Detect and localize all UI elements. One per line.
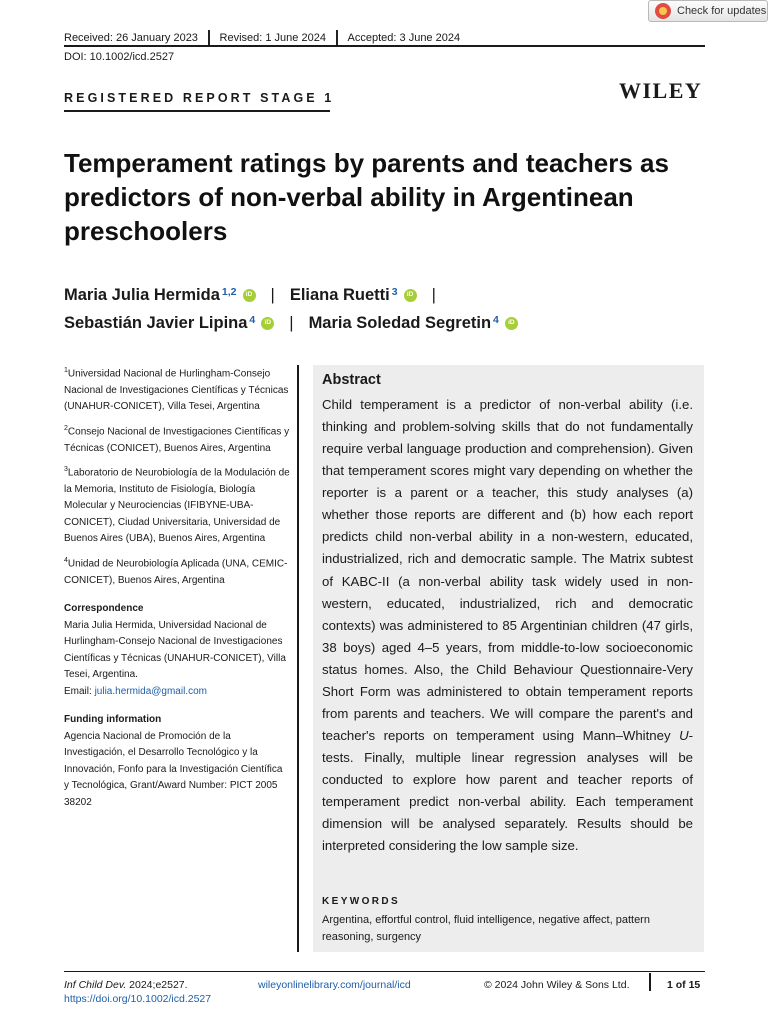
doi-link[interactable]: https://doi.org/10.1002/icd.2527 [64,993,212,1005]
funding-heading: Funding information [64,714,162,726]
header-rule [64,45,705,47]
keywords-list: Argentina, effortful control, fluid intelligence, negative affect, pattern reasoning, surgency [322,914,650,943]
article-title: Temperament ratings by parents and teachers as predictors of non-verbal ability in Argentinean preschoolers [64,148,669,246]
affiliation-number: 4 [64,556,68,564]
correspondence-text [64,618,290,701]
orcid-icon[interactable]: iD [261,317,274,330]
author-name[interactable]: Sebastián Javier Lipina [64,314,248,332]
copyright: © 2024 John Wiley & Sons Ltd. [484,979,630,991]
check-for-updates-button[interactable] [648,0,768,22]
correspondence-heading: Correspondence [64,603,144,615]
affiliation-number: 2 [64,424,68,432]
author-name[interactable]: Maria Soledad Segretin [308,314,492,332]
received-date: Received: 26 January 2023 [64,32,198,44]
orcid-icon[interactable]: iD [404,289,417,302]
keywords-heading: KEYWORDS [322,896,401,907]
abstract-heading: Abstract [322,372,381,388]
author-separator: | [289,314,294,332]
affiliation-text: Universidad Nacional de Hurlingham-Consejo Nacional de Investigaciones Científicas y Técnicas (UNAHUR-CONICET), Villa Tesei, Argentina [64,368,289,413]
abstract-text-part: Child temperament is a predictor of non-verbal ability (i.e. thinking and problem-solving skills that do not fundamentally require verbal language production and comprehension). Given that temperament scores might vary depending on whether the reporter is a parent or a teacher, this study analyses (a) whether those reports are different and (b) how each report predicts child non-verbal ability in a non-western, educated, industrialized, rich and democratic sample. The Matrix subtest of KABC-II (a non-verbal ability task widely used in non-western, educated, industrialized, rich and democratic contexts) was administered to 85 Argentinian children (47 girls, 38 boys) aged 4–5 years, from middle-to-low socioeconomic status homes. Also, the Child Behaviour Questionnaire-Very Short Form was administered to obtain temperament reports from parents and teachers. We will compare the parent's and teacher's reports on temperament using Mann–Whitney [322,397,693,743]
author-separator: | [431,286,436,304]
footer-rule [64,971,705,972]
author-name[interactable]: Maria Julia Hermida [64,286,220,304]
orcid-icon[interactable]: iD [505,317,518,330]
history-dates [64,30,460,46]
footer-divider [649,973,651,991]
author-affiliation-ref: 4 [249,314,256,326]
author-affiliation-ref: 4 [493,314,499,326]
citation-number: 2024;e2527. [126,979,188,991]
affiliation [64,553,290,589]
journal-name: Inf Child Dev. [64,979,127,991]
affiliation [64,421,290,457]
affiliation-number: 3 [64,466,68,474]
author-list [64,281,518,337]
affiliation-text: Consejo Nacional de Investigaciones Científicas y Técnicas (CONICET), Buenos Aires, Argentina [64,426,290,454]
column-divider [297,365,299,952]
affiliation [64,363,290,416]
author-affiliation-ref: 1,2 [221,286,237,298]
author-affiliation-ref: 3 [391,286,398,298]
funding-text: Agencia Nacional de Promoción de la Investigación, el Desarrollo Tecnológico y la Innovación, Fonfo para la Investigación Científica y Tecnológica, Grant/Award Number: PICT 2005 38202 [64,730,283,808]
abstract-italic-u: U [679,727,689,743]
crossmark-icon [655,3,671,19]
orcid-icon[interactable]: iD [243,289,256,302]
revised-date: Revised: 1 June 2024 [219,32,326,44]
journal-citation [64,979,188,991]
abstract-text-part: -tests. Finally, multiple linear regression analyses will be conducted to explore how parent and teacher reports of temperament predict non-verbal ability. Each temperament dimension will be analysed separately. Results should be interpreted considering the low sample size. [322,727,693,854]
page-number: 1 of 15 [667,979,701,991]
journal-website-link[interactable]: wileyonlinelibrary.com/journal/icd [258,979,411,991]
report-type-label: REGISTERED REPORT STAGE 1 [64,91,335,105]
email-link[interactable]: julia.hermida@gmail.com [94,685,207,697]
publisher-logo: WILEY [619,78,703,103]
check-for-updates-label: Check for updates [677,5,767,17]
report-type-rule [64,110,330,112]
affiliation-text: Laboratorio de Neurobiología de la Modulación de la Memoria, Instituto de Fisiología, Biología Molecular y Neurociencias (IFIBYNE-UBA-CONICET), Ciudad Universitaria, Universidad de Buenos Aires (UBA), Buenos Aires, Argentina [64,467,290,545]
author-line [64,281,518,309]
accepted-date: Accepted: 3 June 2024 [347,32,461,44]
article-sidebar [64,363,290,811]
correspondence-address: Maria Julia Hermida, Universidad Nacional de Hurlingham-Consejo Nacional de Investigaciones Científicas y Técnicas (UNAHUR-CONICET), Villa Tesei, Argentina. [64,619,286,681]
divider [208,30,210,47]
divider [336,30,338,47]
email-label: Email: [64,685,95,697]
affiliation-number: 1 [64,367,68,374]
author-line [64,309,518,337]
author-separator: | [270,286,275,304]
doi: DOI: 10.1002/icd.2527 [64,51,175,63]
author-name[interactable]: Eliana Ruetti [289,286,390,304]
affiliation [64,462,290,548]
affiliation-text: Unidad de Neurobiología Aplicada (UNA, CEMIC-CONICET), Buenos Aires, Argentina [64,558,288,586]
abstract-text [322,394,693,857]
